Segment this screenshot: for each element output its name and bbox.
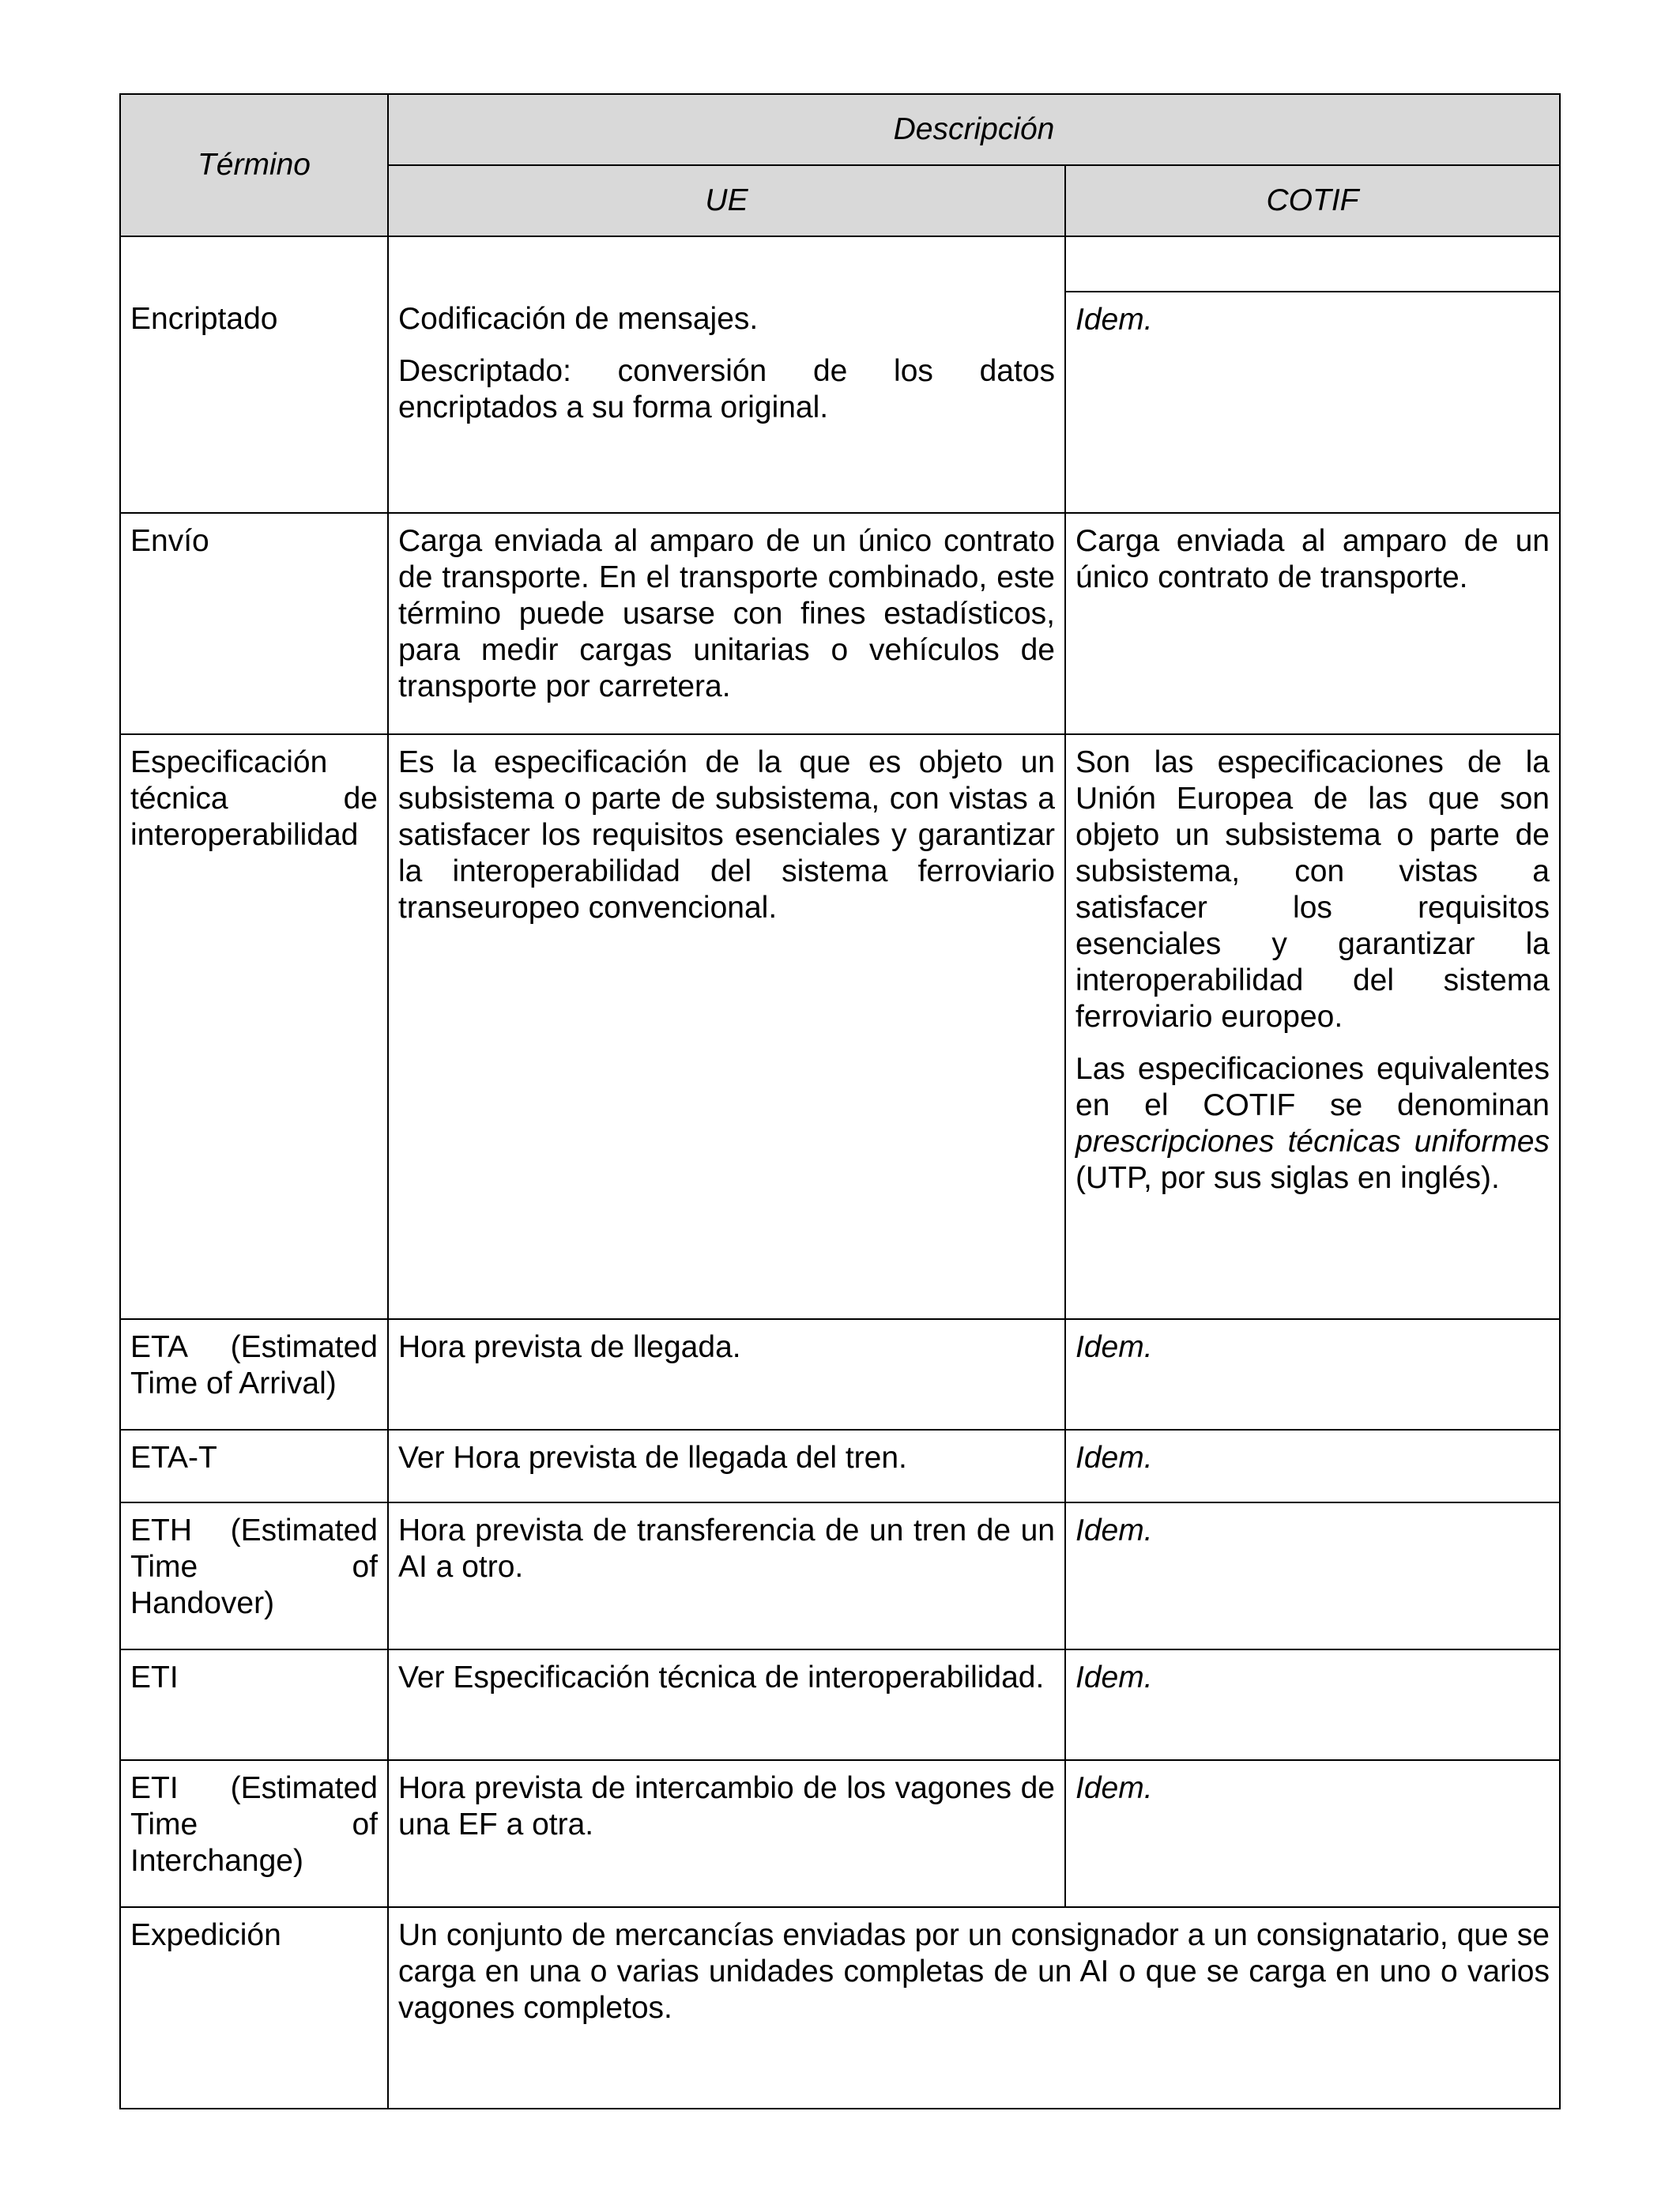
header-ue: UE xyxy=(388,165,1065,236)
spacer-cell xyxy=(1065,236,1560,292)
cell-ue xyxy=(388,513,1065,734)
cell-paragraph: Descriptado: conversión de los datos encriptados a su forma original. xyxy=(398,354,1055,424)
glossary-table xyxy=(119,93,1561,2109)
cell-paragraph: Es la especificación de la que es objeto un subsistema o parte de subsistema, con vistas a satisfacer los requisitos esenciales y garantizar la interoperabilidad del sistema ferroviario transeuropeo convencional. xyxy=(398,745,1055,925)
cell-ue xyxy=(388,292,1065,513)
cell-term: Expedición xyxy=(120,1907,388,2109)
cell-paragraph: Hora prevista de intercambio de los vagones de una EF a otra. xyxy=(398,1771,1055,1842)
cell-cotif xyxy=(1065,1319,1560,1430)
table-row xyxy=(120,513,1560,734)
cell-term: ETI xyxy=(120,1649,388,1760)
cell-description-merged xyxy=(388,1907,1560,2109)
cell-cotif xyxy=(1065,513,1560,734)
header-row-1 xyxy=(120,94,1560,165)
cell-paragraph: Idem. xyxy=(1075,1514,1153,1547)
cell-ue xyxy=(388,734,1065,1319)
cell-paragraph: Ver Hora prevista de llegada del tren. xyxy=(398,1441,907,1475)
cell-paragraph: Hora prevista de llegada. xyxy=(398,1330,741,1364)
header-termino: Término xyxy=(120,94,388,236)
cell-paragraph: Un conjunto de mercancías enviadas por un consignador a un consignatario, que se carga en una o varias unidades completas de un AI o que se carga en uno o varios vagones completos. xyxy=(398,1918,1550,2025)
cell-ue xyxy=(388,1649,1065,1760)
cell-cotif xyxy=(1065,734,1560,1319)
table-row xyxy=(120,1649,1560,1760)
header-descripcion: Descripción xyxy=(388,94,1560,165)
cell-paragraph: Idem. xyxy=(1075,1330,1153,1364)
cell-paragraph xyxy=(1075,1051,1550,1197)
cell-term: ETH (Estimated Time of Handover) xyxy=(120,1502,388,1649)
cell-ue xyxy=(388,1760,1065,1907)
cell-paragraph: Son las especificaciones de la Unión Europea de las que son objeto un subsistema o parte de subsistema, con vistas a satisfacer los requisitos esenciales y garantizar la interoperabilidad del sistema ferroviario europeo. xyxy=(1075,745,1550,1034)
table-row xyxy=(120,1319,1560,1430)
cell-paragraph: Idem. xyxy=(1075,1771,1153,1805)
table-row xyxy=(120,1760,1560,1907)
cell-paragraph: Ver Especificación técnica de interoperabilidad. xyxy=(398,1661,1045,1695)
table-row xyxy=(120,292,1560,513)
table-row xyxy=(120,1907,1560,2109)
cell-paragraph: Carga enviada al amparo de un único contrato de transporte. xyxy=(1075,524,1550,594)
table-row xyxy=(120,1502,1560,1649)
italic-term: prescripciones técnicas uniformes xyxy=(1075,1125,1550,1159)
cell-term: Encriptado xyxy=(120,292,388,513)
cell-ue xyxy=(388,1430,1065,1502)
cell-term: ETA-T xyxy=(120,1430,388,1502)
cell-cotif xyxy=(1065,1760,1560,1907)
cell-term: Envío xyxy=(120,513,388,734)
text-span: Las especificaciones equivalentes en el COTIF se denominan xyxy=(1075,1052,1550,1122)
cell-term: Especificación técnica de interoperabilidad xyxy=(120,734,388,1319)
cell-paragraph: Idem. xyxy=(1075,1661,1153,1695)
cell-cotif xyxy=(1065,1430,1560,1502)
cell-paragraph: Codificación de mensajes. xyxy=(398,302,759,336)
cell-paragraph: Hora prevista de transferencia de un tren de un AI a otro. xyxy=(398,1514,1055,1584)
cell-cotif xyxy=(1065,1502,1560,1649)
table-row xyxy=(120,1430,1560,1502)
cell-cotif xyxy=(1065,292,1560,513)
cell-paragraph: Idem. xyxy=(1075,1441,1153,1475)
cell-paragraph: Carga enviada al amparo de un único contrato de transporte. En el transporte combinado, este término puede usarse con fines estadísticos, para medir cargas unitarias o vehículos de transporte por carretera. xyxy=(398,524,1055,703)
cell-term: ETA (Estimated Time of Arrival) xyxy=(120,1319,388,1430)
cell-ue xyxy=(388,1319,1065,1430)
spacer-row xyxy=(120,236,1560,292)
cell-ue xyxy=(388,1502,1065,1649)
cell-cotif xyxy=(1065,1649,1560,1760)
cell-term: ETI (Estimated Time of Interchange) xyxy=(120,1760,388,1907)
cell-paragraph: Idem. xyxy=(1075,303,1153,337)
spacer-cell xyxy=(388,236,1065,292)
table-row xyxy=(120,734,1560,1319)
table-body xyxy=(120,236,1560,2109)
spacer-cell xyxy=(120,236,388,292)
text-span: (UTP, por sus siglas en inglés). xyxy=(1075,1161,1500,1195)
header-cotif: COTIF xyxy=(1065,165,1560,236)
